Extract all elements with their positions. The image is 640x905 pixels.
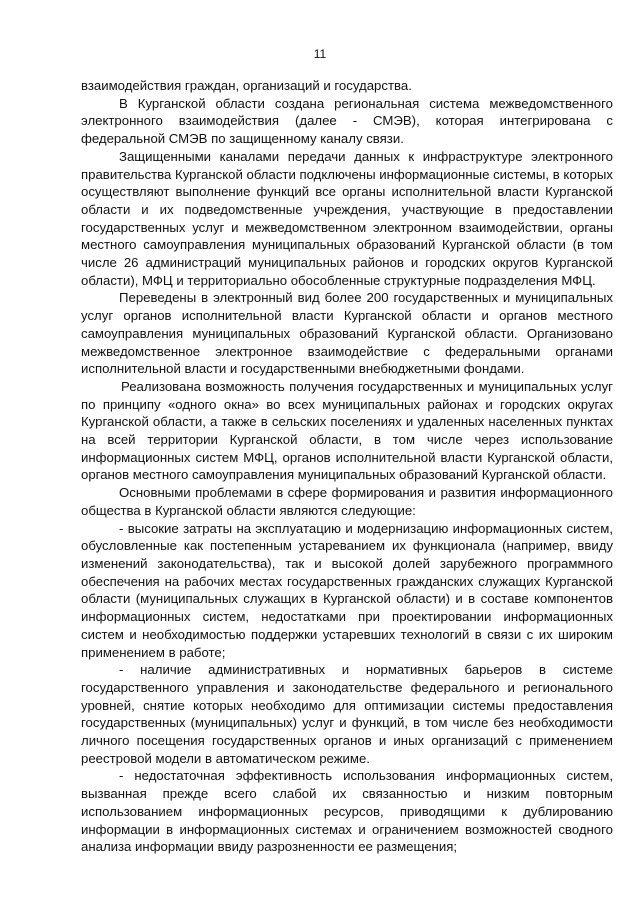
list-item: - наличие административных и нормативных барьеров в системе государственного управления и законодательстве федерального и регионального уровней, снятие которых необходимо для оптимизации системы предоставления государственных (муниципальных) услуг и функций, в том числе без необходимости личного посещения государственных органов и иных организаций с применением реестровой модели в автоматическом режиме.: [81, 662, 613, 766]
body-text: [81, 77, 613, 856]
paragraph: Защищенными каналами передачи данных к инфраструктуре электронного правительства Курганской области подключены информационные системы, в которых осуществляют выполнение функций все органы исполнительной власти Курганской области и их подведомственные учреждения, участвующие в предоставлении государственных услуг и межведомственном электронном взаимодействии, органы местного самоуправления муниципальных образований Курганской области (в том числе 26 администраций муниципальных районов и городских округов Курганской области), МФЦ и территориально обособленные структурные подразделения МФЦ.: [81, 148, 613, 288]
paragraph: Переведены в электронный вид более 200 государственных и муниципальных услуг органов исполнительной власти Курганской области и органов местного самоуправления муниципальных образований Курганской области. Организовано межведомственное электронное взаимодействие с федеральными органами исполнительной власти и государственными внебюджетными фондами.: [81, 290, 613, 377]
paragraph: В Курганской области создана региональная система межведомственного электронного взаимодействия (далее - СМЭВ), которая интегрирована с федеральной СМЭВ по защищенному каналу связи.: [81, 95, 613, 147]
paragraph: Основными проблемами в сфере формирования и развития информационного общества в Курганской области являются следующие:: [81, 485, 613, 518]
paragraph: Реализована возможность получения государственных и муниципальных услуг по принципу «одного окна» во всех муниципальных районах и городских округах Курганской области, а также в сельских поселениях и удаленных населенных пунктах на всей территории Курганской области, в том числе через использование информационных систем МФЦ, органов исполнительной власти Курганской области, органов местного самоуправления муниципальных образований Курганской области.: [81, 378, 613, 483]
list-item: - недостаточная эффективность использования информационных систем, вызванная прежде всего слабой их связанностью и низким повторным использованием информационных ресурсов, приводящими к дублированию информации в информационных системах и ограничением возможностей сводного анализа информации ввиду разрозненности ее размещения;: [81, 768, 613, 855]
paragraph: взаимодействия граждан, организаций и государства.: [81, 78, 412, 93]
list-item: - высокие затраты на эксплуатацию и модернизацию информационных систем, обусловленные как постепенным устареванием их функционала (например, ввиду изменений законодательства), так и высокой долей зарубежного программного обеспечения на рабочих местах государственных гражданских служащих Курганской области (муниципальных служащих в Курганской области) и в составе компонентов информационных систем, недостатками при проектировании информационных систем и необходимостью поддержки устаревших технологий в связи с их широким применением в работе;: [81, 520, 613, 660]
page-number: 11: [313, 47, 327, 61]
